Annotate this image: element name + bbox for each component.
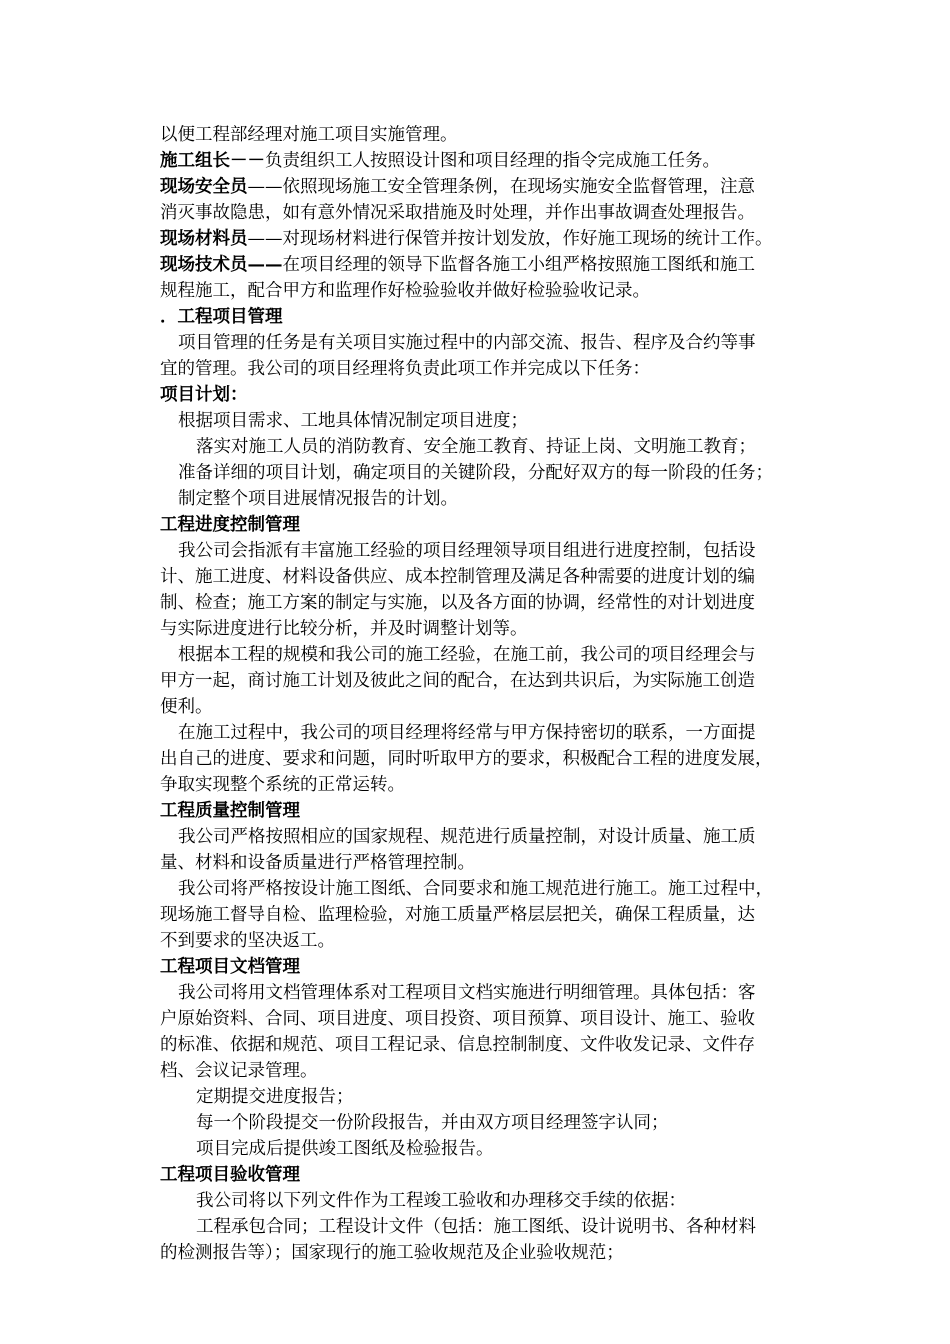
line-36-text: 的标准、依据和规范、项目工程记录、信息控制制度、文件收发记录、文件存 [160,1035,755,1055]
line-18 [160,564,755,590]
line-4-text: 消灭事故隐患，如有意外情况采取措施及时处理，并作出事故调查处理报告。 [160,203,755,223]
line-34-text: 我公司将用文档管理体系对工程项目文档实施进行明细管理。具体包括：客 [178,983,756,1003]
subheading-quality-control: 工程质量控制管理 [160,801,300,821]
line-2-text: 负责组织工人按照设计图和项目经理的指令完成施工任务。 [265,151,720,171]
line-15 [178,486,458,512]
line-10 [160,356,650,382]
line-14-text: 准备详细的项目计划，确定项目的关键阶段，分配好双方的每一阶段的任务； [178,463,773,483]
line-26-text: 争取实现整个系统的正常运转。 [160,775,405,795]
line-15-text: 制定整个项目进展情况报告的计划。 [178,489,458,509]
line-38-text: 定期提交进度报告； [196,1087,354,1107]
line-6 [160,252,755,278]
line-40 [196,1136,494,1162]
line-23 [160,694,213,720]
line-30 [178,876,773,902]
line-37-text: 档、会议记录管理。 [160,1061,318,1081]
line-29-text: 量、材料和设备质量进行严格管理控制。 [160,853,475,873]
subheading-acceptance-management: 工程项目验收管理 [160,1165,300,1185]
line-13 [196,434,756,460]
line-31 [160,902,755,928]
line-31-text: 现场施工督导自检、监理检验，对施工质量严格层层把关，确保工程质量，达 [160,905,755,925]
line-35 [160,1006,755,1032]
line-28 [178,824,756,850]
line-35-text: 户原始资料、合同、项目进度、项目投资、项目预算、项目设计、施工、验收 [160,1009,755,1029]
line-19 [160,590,755,616]
line-40-text: 项目完成后提供竣工图纸及检验报告。 [196,1139,494,1159]
line-5 [160,226,773,252]
line-28-text: 我公司严格按照相应的国家规程、规范进行质量控制，对设计质量、施工质 [178,827,756,847]
line-36 [160,1032,755,1058]
line-29 [160,850,475,876]
line-32 [160,928,335,954]
line-18-text: 计、施工进度、材料设备供应、成本控制管理及满足各种需要的进度计划的编 [160,567,755,587]
line-38 [196,1084,354,1110]
line-12 [178,408,528,434]
subheading-project-plan: 项目计划： [160,385,248,405]
line-24-text: 在施工过程中，我公司的项目经理将经常与甲方保持密切的联系，一方面提 [178,723,756,743]
line-3 [160,174,755,200]
section-heading-project-management: ．工程项目管理 [160,307,283,327]
line-6-text: 在项目经理的领导下监督各施工小组严格按照施工图纸和施工 [282,255,755,275]
line-21-text: 根据本工程的规模和我公司的施工经验，在施工前，我公司的项目经理会与 [178,645,756,665]
subheading-schedule-control: 工程进度控制管理 [160,515,300,535]
line-30-text: 我公司将严格按设计施工图纸、合同要求和施工规范进行施工。施工过程中， [178,879,773,899]
line-43-text: 工程承包合同；工程设计文件（包括：施工图纸、设计说明书、各种材料 [196,1217,756,1237]
line-34 [178,980,756,1006]
line-1 [160,122,458,148]
line-4 [160,200,755,226]
line-20 [160,616,528,642]
line-14 [178,460,773,486]
line-22 [160,668,755,694]
line-44-text: 的检测报告等）；国家现行的施工验收规范及企业验收规范； [160,1243,624,1263]
line-3-heading: 现场安全员 [160,177,248,197]
line-42 [196,1188,686,1214]
line-32-text: 不到要求的坚决返工。 [160,931,335,951]
subheading-document-management: 工程项目文档管理 [160,957,300,977]
line-6-heading: 现场技术员—— [160,255,283,275]
line-23-text: 便利。 [160,697,213,717]
line-22-text: 甲方一起，商讨施工计划及彼此之间的配合，在达到共识后，为实际施工创造 [160,671,755,691]
line-2-heading: 施工组长－－ [160,151,265,171]
line-19-text: 制、检查；施工方案的制定与实施，以及各方面的协调，经常性的对计划进度 [160,593,755,613]
line-43 [196,1214,756,1240]
line-13-text: 落实对施工人员的消防教育、安全施工教育、持证上岗、文明施工教育； [196,437,756,457]
line-1-text: 以便工程部经理对施工项目实施管理。 [160,125,458,145]
line-3-text: ——依照现场施工安全管理条例，在现场实施安全监督管理，注意 [247,177,755,197]
line-26 [160,772,405,798]
line-17-text: 我公司会指派有丰富施工经验的项目经理领导项目组进行进度控制，包括设 [178,541,756,561]
line-5-text: ——对现场材料进行保管并按计划发放，作好施工现场的统计工作。 [247,229,773,249]
line-39-text: 每一个阶段提交一份阶段报告，并由双方项目经理签字认同； [196,1113,669,1133]
line-21 [178,642,756,668]
line-7-text: 规程施工，配合甲方和监理作好检验验收并做好检验验收记录。 [160,281,650,301]
line-44 [160,1240,624,1266]
line-25-text: 出自己的进度、要求和问题，同时听取甲方的要求，积极配合工程的进度发展， [160,749,773,769]
line-24 [178,720,756,746]
line-17 [178,538,756,564]
line-42-text: 我公司将以下列文件作为工程竣工验收和办理移交手续的依据： [196,1191,686,1211]
line-10-text: 宜的管理。我公司的项目经理将负责此项工作并完成以下任务： [160,359,650,379]
line-5-heading: 现场材料员 [160,229,248,249]
line-37 [160,1058,318,1084]
line-7 [160,278,650,304]
line-12-text: 根据项目需求、工地具体情况制定项目进度； [178,411,528,431]
line-39 [196,1110,669,1136]
line-25 [160,746,773,772]
line-20-text: 与实际进度进行比较分析，并及时调整计划等。 [160,619,528,639]
line-9-text: 项目管理的任务是有关项目实施过程中的内部交流、报告、程序及合约等事 [178,333,756,353]
line-9 [178,330,756,356]
line-2 [160,148,720,174]
